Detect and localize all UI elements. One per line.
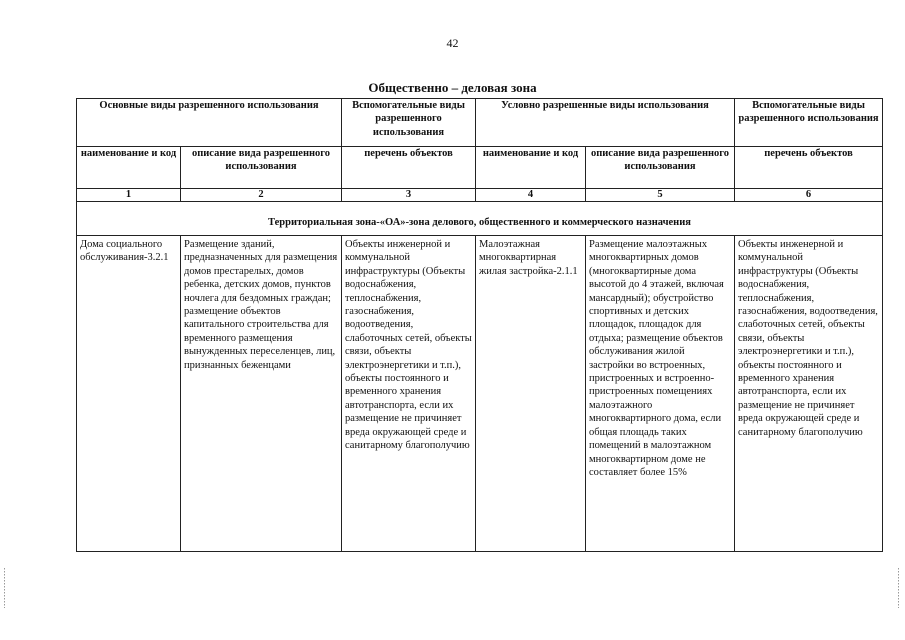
group-header-row xyxy=(77,99,883,147)
cell-objects-list-conditional-aux: Объекты инженерной и коммунальной инфраструктуры (Объекты водоснабжения, теплоснабжения, газоснабжения, водоотведения, слаботочных сетей, объекты связи, объекты электроэнергетики и т.п.), объекты постоянного и временного хранения автотранспорта, если их размещение не причиняет вреда окружающей среде и санитарному благополучию xyxy=(735,236,883,552)
column-number-row xyxy=(77,189,883,202)
header-auxiliary-uses: Вспомогательные виды разрешенного использования xyxy=(342,99,476,147)
subheader-row xyxy=(77,147,883,189)
column-number: 1 xyxy=(77,189,181,202)
header-main-uses: Основные виды разрешенного использования xyxy=(77,99,342,147)
scan-margin-mark-left xyxy=(4,568,5,608)
document-title: Общественно – деловая зона xyxy=(368,80,537,95)
header-conditional-auxiliary-uses: Вспомогательные виды разрешенного использования xyxy=(735,99,883,147)
subheader-objects-list-aux: перечень объектов xyxy=(342,147,476,189)
header-conditional-uses: Условно разрешенные виды использования xyxy=(476,99,735,147)
table-row xyxy=(77,236,883,552)
cell-objects-list-aux: Объекты инженерной и коммунальной инфраструктуры (Объекты водоснабжения, теплоснабжения, газоснабжения, водоотведения, слаботочных сетей, объекты связи, объекты электроэнергетики и т.п.), объекты постоянного и временного хранения автотранспорта, если их размещение не причиняет вреда окружающей среде и санитарному благополучию xyxy=(342,236,476,552)
cell-description-main: Размещение зданий, предназначенных для размещения домов престарелых, домов ребенка, детских домов, пунктов ночлега для бездомных граждан; размещение объектов капитального строительства для временного размещения вынужденных переселенцев, лиц, признанных беженцами xyxy=(181,236,342,552)
subheader-name-code-main: наименование и код xyxy=(77,147,181,189)
zoning-table xyxy=(76,98,883,552)
zone-title-row xyxy=(77,202,883,236)
column-number: 5 xyxy=(586,189,735,202)
column-number: 4 xyxy=(476,189,586,202)
subheader-description-main: описание вида разрешенного использования xyxy=(181,147,342,189)
subheader-objects-list-conditional-aux: перечень объектов xyxy=(735,147,883,189)
column-number: 2 xyxy=(181,189,342,202)
column-number: 3 xyxy=(342,189,476,202)
cell-description-conditional: Размещение малоэтажных многоквартирных домов (многоквартирные дома высотой до 4 этажей, включая мансардный); обустройство спортивных и детских площадок, площадок для отдыха; размещение объектов обслуживания жилой застройки во встроенных, пристроенных и встроенно-пристроенных помещениях малоэтажного многоквартирного дома, если общая площадь таких помещений в малоэтажном многоквартирном доме не составляет более 15% xyxy=(586,236,735,552)
cell-name-code-conditional: Малоэтажная многоквартирная жилая застройка-2.1.1 xyxy=(476,236,586,552)
cell-name-code-main: Дома социального обслуживания-3.2.1 xyxy=(77,236,181,552)
subheader-name-code-conditional: наименование и код xyxy=(476,147,586,189)
subheader-description-conditional: описание вида разрешенного использования xyxy=(586,147,735,189)
scan-margin-mark-right xyxy=(898,568,899,608)
page-number: 42 xyxy=(446,36,459,50)
column-number: 6 xyxy=(735,189,883,202)
zone-title: Территориальная зона-«ОА»-зона делового, общественного и коммерческого назначения xyxy=(77,202,883,236)
